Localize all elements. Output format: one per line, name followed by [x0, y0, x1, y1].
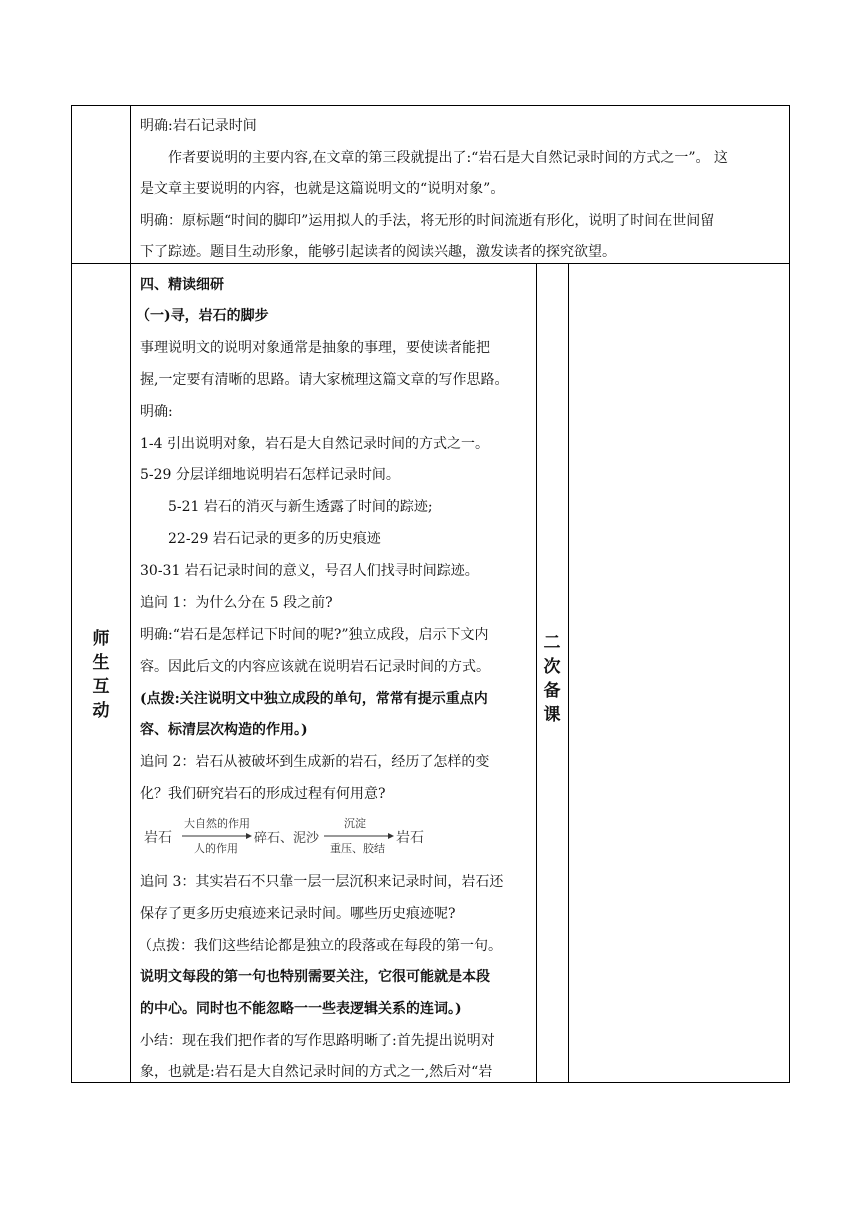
column-divider-2 [536, 263, 537, 1083]
answer-line: 明确:岩石记录时间 [140, 118, 257, 134]
label-char: 次 [543, 657, 561, 677]
flow-start-label: 岩石 [144, 830, 172, 846]
flow-arrow-1-top-label: 大自然的作用 [184, 817, 250, 830]
text-line: 追问 1：为什么分在 5 段之前? [140, 595, 333, 611]
hint-line: （点拨：我们这些结论都是独立的段落或在每段的第一句。 [138, 938, 502, 954]
text-line: 小结：现在我们把作者的写作思路明晰了:首先提出说明对 [140, 1033, 495, 1049]
table-left-border [71, 105, 72, 1083]
flow-arrow-1 [182, 832, 252, 840]
flow-arrow-1-bottom-label: 人的作用 [194, 842, 238, 855]
text-line: 30-31 岩石记录时间的意义，号召人们找寻时间踪迹。 [140, 563, 479, 579]
label-char: 师 [92, 629, 110, 649]
rock-formation-diagram [144, 815, 444, 857]
section-heading: 四、精读细研 [140, 277, 224, 293]
hint-line: (点拨:关注说明文中独立成段的单句，常常有提示重点内 [140, 691, 488, 707]
row-divider [71, 263, 790, 264]
flow-end-label: 岩石 [396, 830, 424, 846]
paragraph-line: 作者要说明的主要内容,在文章的第三段就提出了:“岩石是大自然记录时间的方式之一”。 这 [168, 150, 728, 166]
label-char: 二 [543, 633, 561, 653]
paragraph-line: 明确：原标题“时间的脚印”运用拟人的手法，将无形的时间流逝有形化，说明了时间在世间留 [140, 213, 715, 229]
section-subheading: （一)寻，岩石的脚步 [136, 308, 269, 324]
flow-arrow-2 [324, 832, 394, 840]
paragraph-line: 下了踪迹。题目生动形象，能够引起读者的阅读兴趣，激发读者的探究欲望。 [140, 244, 616, 260]
text-line: 1-4 引出说明对象，岩石是大自然记录时间的方式之一。 [140, 436, 489, 452]
text-line: 5-29 分层详细地说明岩石怎样记录时间。 [140, 467, 400, 483]
row-label-teacher-student [88, 627, 114, 723]
hint-line: 的中心。同时也不能忽略一一些表逻辑关系的连词。) [140, 1001, 462, 1017]
label-char: 互 [92, 677, 110, 697]
label-char: 课 [543, 705, 561, 725]
text-line: 象，也就是:岩石是大自然记录时间的方式之一,然后对“岩 [140, 1064, 493, 1080]
paragraph-line: 是文章主要说明的内容，也就是这篇说明文的“说明对象”。 [140, 181, 505, 197]
side-label-second-prep [539, 631, 565, 727]
flow-middle-label: 碎石、泥沙 [254, 831, 320, 846]
label-char: 生 [92, 653, 110, 673]
text-line: 明确: [140, 404, 173, 420]
hint-line: 容、标清层次构造的作用。) [140, 722, 308, 738]
column-divider-3 [568, 263, 569, 1083]
table-top-border [71, 105, 790, 106]
label-char: 动 [92, 701, 110, 721]
table-right-border [789, 105, 790, 1083]
text-line: 事理说明文的说明对象通常是抽象的事理，要使读者能把 [140, 340, 490, 356]
label-char: 备 [543, 681, 561, 701]
text-line: 明确:“岩石是怎样记下时间的呢?”独立成段，启示下文内 [140, 627, 489, 643]
hint-line: 说明文每段的第一句也特别需要关注，它很可能就是本段 [140, 969, 490, 985]
text-line: 保存了更多历史痕迹来记录时间。哪些历史痕迹呢? [140, 906, 456, 922]
text-line: 22-29 岩石记录的更多的历史痕迹 [168, 531, 381, 547]
text-line: 化？我们研究岩石的形成过程有何用意? [140, 786, 386, 802]
column-divider-1 [130, 105, 131, 1083]
text-line: 握,一定要有清晰的思路。请大家梳理这篇文章的写作思路。 [140, 372, 509, 388]
text-line: 容。因此后文的内容应该就在说明岩石记录时间的方式。 [140, 659, 490, 675]
text-line: 追问 3：其实岩石不只靠一层一层沉积来记录时间，岩石还 [140, 874, 504, 890]
text-line: 追问 2：岩石从被破坏到生成新的岩石，经历了怎样的变 [140, 754, 490, 770]
table-bottom-border [71, 1082, 790, 1083]
text-line: 5-21 岩石的消灭与新生透露了时间的踪迹; [168, 499, 433, 515]
flow-arrow-2-bottom-label: 重压、胶结 [330, 842, 385, 855]
flow-arrow-2-top-label: 沉淀 [344, 817, 366, 830]
